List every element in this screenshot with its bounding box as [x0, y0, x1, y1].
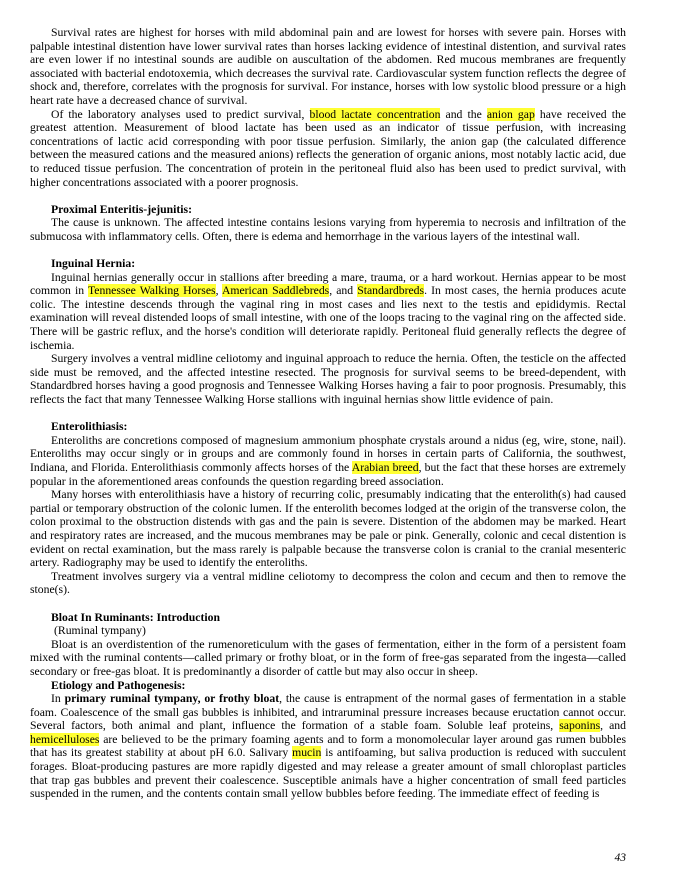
- bloat-subtitle: (Ruminal tympany): [54, 624, 146, 638]
- highlight-mucin: mucin: [292, 746, 322, 760]
- enterolith-paragraph-3: Treatment involves surgery via a ventral midline celiotomy to decompress the colon and cecum and then to remove the stone(s).: [30, 569, 626, 597]
- document-page: [30, 26, 626, 801]
- bloat-paragraph-1: Bloat is an overdistention of the rumenoreticulum with the gases of fermentation, either in the form of a persistent foam mixed with the ruminal contents—called primary or frothy bloat, or in the form of free-gas separated from the ingesta—called secondary or free-gas bloat. It is predominantly a disorder of cattle but may also occur in sheep.: [30, 637, 626, 678]
- highlight-arabian-breed: Arabian breed: [351, 461, 419, 474]
- highlight-blood-lactate: blood lactate concentration: [309, 107, 441, 121]
- heading-enterolithiasis: Enterolithiasis:: [51, 420, 128, 434]
- survival-paragraph-2: Of the laboratory analyses used to predict survival, blood lactate concentration and the anion gap have received the greatest attention. Measurement of blood lactate has been used as an indicator of tissue perfusion, with increasing concentrations of lactic acid corresponding with poor tissue perfusion. Similarly, the anion gap (the calculated difference between the measured cations and the measured anions) reflects the generation of organic anions, most notably lactic acid, due to reduced tissue perfusion. The concentration of protein in the peritoneal fluid also has been used to predict survival, with higher concentrations associated with a poorer prognosis.: [30, 107, 626, 189]
- highlight-saponins: saponins: [559, 719, 601, 733]
- highlight-hemicelluloses: hemicelluloses: [30, 732, 100, 746]
- page-number: 43: [614, 852, 626, 864]
- inguinal-paragraph-1: Inguinal hernias generally occur in stallions after breeding a mare, trauma, or a hard workout. Hernias appear to be most common in Tennessee Walking Horses, American Saddlebreds, and Standardbreds. In most cases, the hernia produces acute colic. The intestine descends through the vaginal ring in most cases and lies next to the testis and epididymis. Rectal examination will reveal distended loops of small intestine, with one of the loops tracing to the vaginal ring on the affected side. There will be gastric reflux, and the horse's condition will deteriorate rapidly. Peritoneal fluid generally reflects the degree of ischemia.: [30, 270, 627, 352]
- heading-proximal-enteritis: Proximal Enteritis-jejunitis:: [51, 202, 192, 216]
- survival-paragraph-1: Survival rates are highest for horses with mild abdominal pain and are lowest for horses with severe pain. Horses with palpable intestinal distention have lower survival rates than horses lacking evidence of intestinal distention, and survival rates are even lower if no intestinal sounds are audible on auscultation of the abdomen. Red mucous membranes are frequently associated with bacterial endotoxemia, which decreases the survival rate. Cardiovascular system function reflects the degree of shock and, therefore, correlates with the prognosis for survival. For instance, horses with low systolic blood pressure or a high heart rate have a decreased chance of survival.: [30, 26, 626, 107]
- highlight-anion-gap: anion gap: [486, 107, 535, 121]
- bold-primary-ruminal-tympany: primary ruminal tympany, or frothy bloat: [64, 692, 280, 706]
- enterolith-paragraph-2: Many horses with enterolithiasis have a history of recurring colic, presumably indicating that the enterolith(s) had caused partial or temporary obstruction of the colonic lumen. If the enterolith becomes lodged at the origin of the transverse colon, the colon proximal to the obstruction distends with gas and the pain is severe. Distention of the abdomen may be marked. Heart and respiratory rates are increased, and the mucous membranes may be pale or pink. Generally, colonic and cecal distention is evident on rectal examination, but the mass rarely is palpable because the transverse colon is cranial to the cranial mesenteric artery. Radiography may be used to identify the enteroliths.: [30, 488, 626, 570]
- highlight-american-saddlebreds: American Saddlebreds: [221, 284, 330, 298]
- heading-inguinal-hernia: Inguinal Hernia:: [51, 257, 136, 271]
- bloat-paragraph-2: In primary ruminal tympany, or frothy bloat, the cause is entrapment of the normal gases of fermentation in a stable foam. Coalescence of the small gas bubbles is inhibited, and intraruminal pressure increases because eructation cannot occur. Several factors, both animal and plant, influence the formation of a stable foam. Soluble leaf proteins, saponins, and hemicelluloses are believed to be the primary foaming agents and to form a monomolecular layer around gas rumen bubbles that has its greatest stability at about pH 6.0. Salivary mucin is antifoaming, but saliva production is reduced with succulent forages. Bloat-producing pastures are more rapidly digested and may release a greater amount of small chloroplast particles that trap gas bubbles and prevent their coalescence. Susceptible animals have a higher concentration of small feed particles suspended in the rumen, and the contents contain small yellow bubbles before feeding. The immediate effect of feeding is: [30, 692, 626, 801]
- heading-bloat-introduction: Bloat In Ruminants: Introduction: [51, 610, 220, 624]
- heading-etiology-pathogenesis: Etiology and Pathogenesis:: [51, 678, 186, 692]
- inguinal-paragraph-2: Surgery involves a ventral midline celiotomy and inguinal approach to reduce the hernia. Often, the testicle on the affected side must be removed, and the affected intestine resected. The prognosis for survival seems to be breed-dependent, with Standardbred horses having a good prognosis and Tennessee Walking Horses having a fair to poor prognosis. Presumably, this reflects the fact that many Tennessee Walking Horse stallions with inguinal hernias show little evidence of pain.: [30, 352, 626, 407]
- enterolith-paragraph-1: Enteroliths are concretions composed of magnesium ammonium phosphate crystals around a nidus (eg, wire, stone, nail). Enteroliths may occur singly or in groups and are commonly found in horses in certain parts of California, the southwest, Indiana, and Florida. Enterolithiasis commonly affects horses of the Arabian breed, but the fact that these horses are extremely popular in the aforementioned areas confounds the question regarding breed association.: [30, 433, 627, 488]
- proximal-paragraph: The cause is unknown. The affected intestine contains lesions varying from hyperemia to necrosis and infiltration of the submucosa with inflammatory cells. Often, there is edema and hemorrhage in the various layers of the intestinal wall.: [30, 216, 626, 243]
- highlight-tennessee-walking-horses: Tennessee Walking Horses: [87, 284, 216, 298]
- highlight-standardbreds: Standardbreds: [357, 284, 425, 298]
